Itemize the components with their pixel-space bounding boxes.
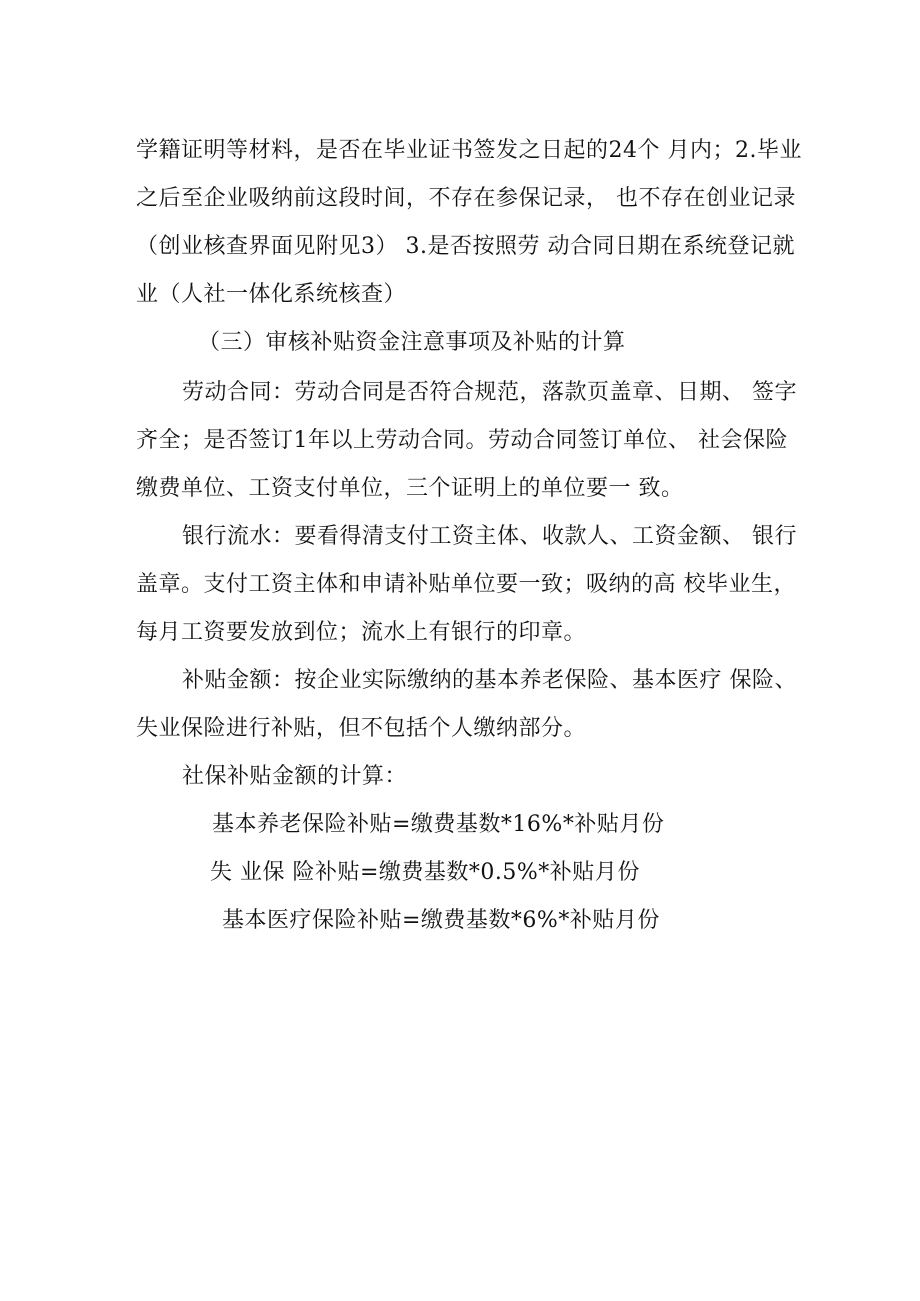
paragraph-line: 失业保险进行补贴，但不包括个人缴纳部分。 [136, 716, 587, 741]
paragraph-line: 社保补贴金额的计算： [182, 764, 408, 789]
paragraph-line: 学籍证明等材料，是否在毕业证书签发之日起的24个 月内；2.毕业 [136, 138, 802, 163]
paragraph-line: 补贴金额：按企业实际缴纳的基本养老保险、基本医疗 保险、 [182, 668, 797, 693]
paragraph-line: 盖章。支付工资主体和申请补贴单位要一致；吸纳的高 校毕业生， [136, 572, 796, 597]
formula-line: 失 业保 险补贴=缴费基数*0.5%*补贴月份 [210, 860, 640, 885]
paragraph-line: 缴费单位、工资支付单位，三个证明上的单位要一 致。 [136, 476, 684, 501]
paragraph-line: 劳动合同：劳动合同是否符合规范，落款页盖章、日期、 签字 [182, 380, 797, 405]
paragraph-line: 之后至企业吸纳前这段时间，不存在参保记录， 也不存在创业记录 [136, 186, 796, 211]
paragraph-line: 每月工资要发放到位；流水上有银行的印章。 [136, 620, 587, 645]
paragraph-line: （创业核查界面见附见3） 3.是否按照劳 动合同日期在系统登记就 [136, 234, 795, 259]
formula-line: 基本医疗保险补贴=缴费基数*6%*补贴月份 [222, 908, 660, 933]
paragraph-line: 银行流水：要看得清支付工资主体、收款人、工资金额、 银行 [182, 524, 797, 549]
section-heading: （三）审核补贴资金注意事项及补贴的计算 [198, 330, 626, 355]
paragraph-line: 齐全；是否签订1年以上劳动合同。劳动合同签订单位、 社会保险 [136, 428, 788, 453]
formula-line: 基本养老保险补贴=缴费基数*16%*补贴月份 [212, 812, 665, 837]
paragraph-line: 业（人社一体化系统核查） [136, 282, 407, 307]
